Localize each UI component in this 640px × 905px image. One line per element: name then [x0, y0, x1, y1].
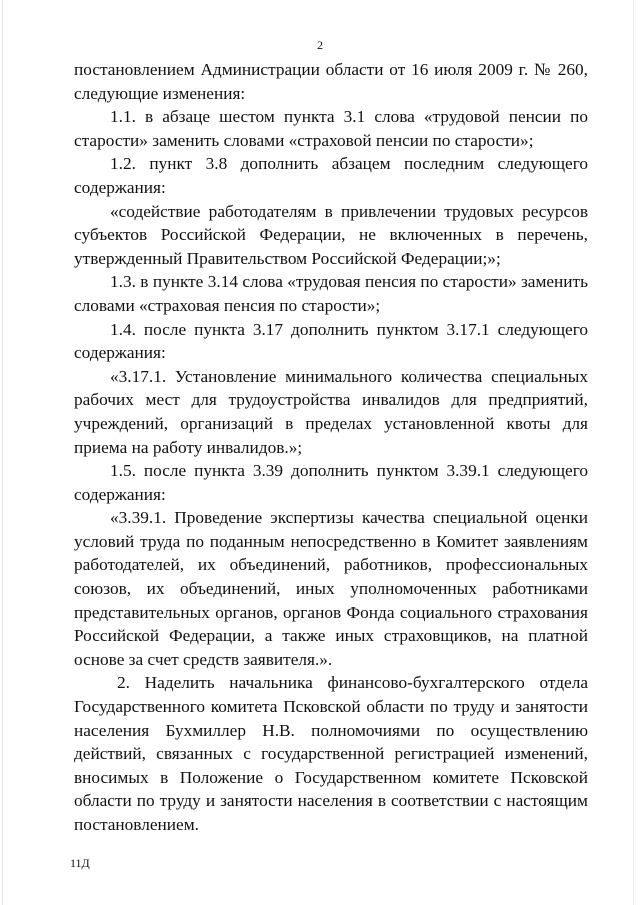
- paragraph-quote-3-39-1: «3.39.1. Проведение экспертизы качества специальной оценки условий труда по поданным непосредственно в Комитет заявлениям работодателей, их объединений, работников, профессиональных союзов, их объединений, иных уполномоченных работниками представительных органов, органов Фонда социального страхования Российской Федерации, а также иных страховщиков, на платной основе за счет средств заявителя.».: [74, 508, 588, 669]
- paragraph-intro: постановлением Администрации области от 16 июля 2009 г. № 260, следующие изменения:: [74, 60, 588, 103]
- paragraph-item-2: 2. Наделить начальника финансово-бухгалтерского отдела Государственного комитета Псковской области по труду и занятости населения Бухмиллер Н.В. полномочиями по осуществлению действий, связанных с государственной регистрацией изменений, вносимых в Положение о Государственном комитете Псковской области по труду и занятости населения в соответствии с настоящим постановлением.: [74, 673, 588, 834]
- document-body: [74, 58, 588, 837]
- scan-edge-left: [2, 0, 3, 905]
- paragraph-item-1-2: 1.2. пункт 3.8 дополнить абзацем последним следующего содержания:: [74, 154, 588, 197]
- paragraph-quote-1-2: «содействие работодателям в привлечении трудовых ресурсов субъектов Российской Федерации, не включенных в перечень, утвержденный Правительством Российской Федерации;»;: [74, 201, 588, 268]
- footer-code: 11Д: [70, 856, 90, 870]
- paragraph-item-1-4: 1.4. после пункта 3.17 дополнить пунктом 3.17.1 следующего содержания:: [74, 319, 588, 363]
- paragraph-item-1-3: 1.3. в пункте 3.14 слова «трудовая пенсия по старости» заменить словами «страховая пенсия по старости»;: [74, 272, 588, 315]
- paragraph-item-1-1: 1.1. в абзаце шестом пункта 3.1 слова «трудовой пенсии по старости» заменить словами «страховой пенсии по старости»;: [74, 107, 588, 150]
- scan-edge-right: [633, 0, 634, 905]
- paragraph-quote-3-17-1: «3.17.1. Установление минимального количества специальных рабочих мест для трудоустройства инвалидов для предприятий, учреждений, организаций в пределах установленной квоты для приема на работу инвалидов.»;: [74, 366, 588, 457]
- paragraph-item-1-5: 1.5. после пункта 3.39 дополнить пунктом 3.39.1 следующего содержания:: [74, 461, 588, 504]
- page-number: 2: [317, 38, 323, 52]
